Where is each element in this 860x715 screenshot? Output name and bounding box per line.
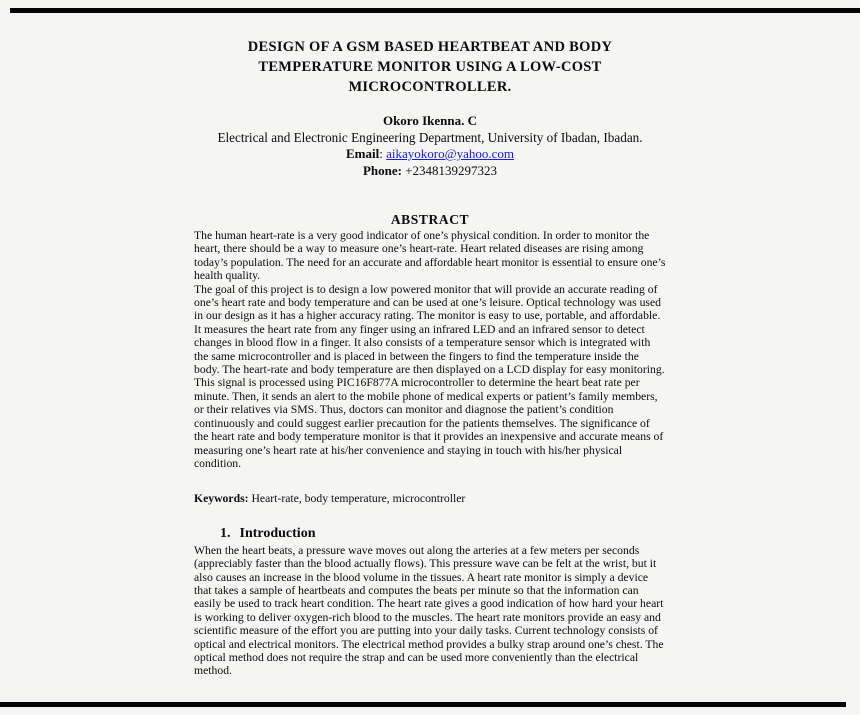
page-title-line-3: MICROCONTROLLER. (348, 79, 512, 95)
page-title (194, 37, 666, 97)
bottom-border-bar (0, 702, 846, 707)
introduction-number: 1. (220, 525, 231, 541)
introduction-title: Introduction (239, 525, 316, 541)
author-block (194, 113, 666, 179)
page-title-line-2: TEMPERATURE MONITOR USING A LOW-COST (258, 59, 602, 75)
email-label: Email (346, 146, 380, 161)
top-border-bar (10, 8, 860, 13)
author-name: Okoro Ikenna. C (382, 113, 478, 128)
abstract-paragraph-2: The goal of this project is to design a low powered monitor that will provide an accurate reading of one’s heart rate and body temperature and can be used at one’s leisure. Optical technology was used in our design as it has a higher accuracy rating. The monitor is easy to use, portable, and affordable. It measures the heart rate from any finger using an infrared LED and an infrared sensor to detect changes in blood flow in a finger. It also consists of a temperature sensor which is integrated with the same microcontroller and is placed in between the fingers to find the temperature inside the body. The heart-rate and body temperature are then displayed on a LCD display for easy monitoring. This signal is processed using PIC16F877A microcontroller to determine the heart beat rate per minute. Then, it sends an alert to the mobile phone of medical experts or patient’s family members, or their relatives via SMS. Thus, doctors can monitor and diagnose the patient’s condition continuously and could suggest earlier precaution for the patients themselves. The significance of the heart rate and body temperature monitor is that it provides an inexpensive and accurate means of measuring one’s heart rate at his/her convenience and staying in touch with his/her physical condition. (194, 282, 665, 470)
introduction-paragraph: When the heart beats, a pressure wave moves out along the arteries at a few meters per seconds (appreciably faster than the blood actually flows). This pressure wave can be felt at the wrist, but it also causes an increase in the blood volume in the tissues. A heart rate monitor is simply a device that takes a sample of heartbeats and computes the beats per minute so that the information can easily be used to track heart condition. The heart rate gives a good indication of how hard your heart is working to deliver oxygen-rich blood to the muscles. The heart rate monitors provide an easy and scientific measure of the effort you are putting into your daily tasks. Current technology consists of optical and electrical monitors. The electrical method provides a bulky strap around one’s chest. The optical method does not require the strap and can be used more conveniently than the electrical method. (194, 543, 664, 678)
phone-line (194, 163, 666, 180)
abstract-heading: ABSTRACT (390, 212, 470, 227)
affiliation: Electrical and Electronic Engineering Department, University of Ibadan, Ibadan. (217, 129, 643, 145)
keywords-label: Keywords: (194, 492, 249, 506)
email-line (194, 146, 666, 163)
document-content (194, 0, 666, 678)
page-title-line-1: DESIGN OF A GSM BASED HEARTBEAT AND BODY (247, 39, 613, 55)
keywords-line (194, 492, 666, 505)
phone-value: +2348139297323 (405, 162, 498, 178)
email-link[interactable]: aikayokoro@yahoo.com (386, 146, 514, 161)
introduction-heading (194, 525, 666, 542)
keywords-value: Heart-rate, body temperature, microcontroller (248, 492, 466, 506)
phone-label: Phone: (362, 162, 402, 178)
abstract-paragraph-1: The human heart-rate is a very good indicator of one’s physical condition. In order to monitor the heart, there should be a way to measure one’s heart-rate. Heart related diseases are rising among today’s population. The need for an accurate and affordable heart monitor is essential to ensure one’s health quality. (194, 229, 666, 283)
email-separator: : (379, 146, 387, 161)
